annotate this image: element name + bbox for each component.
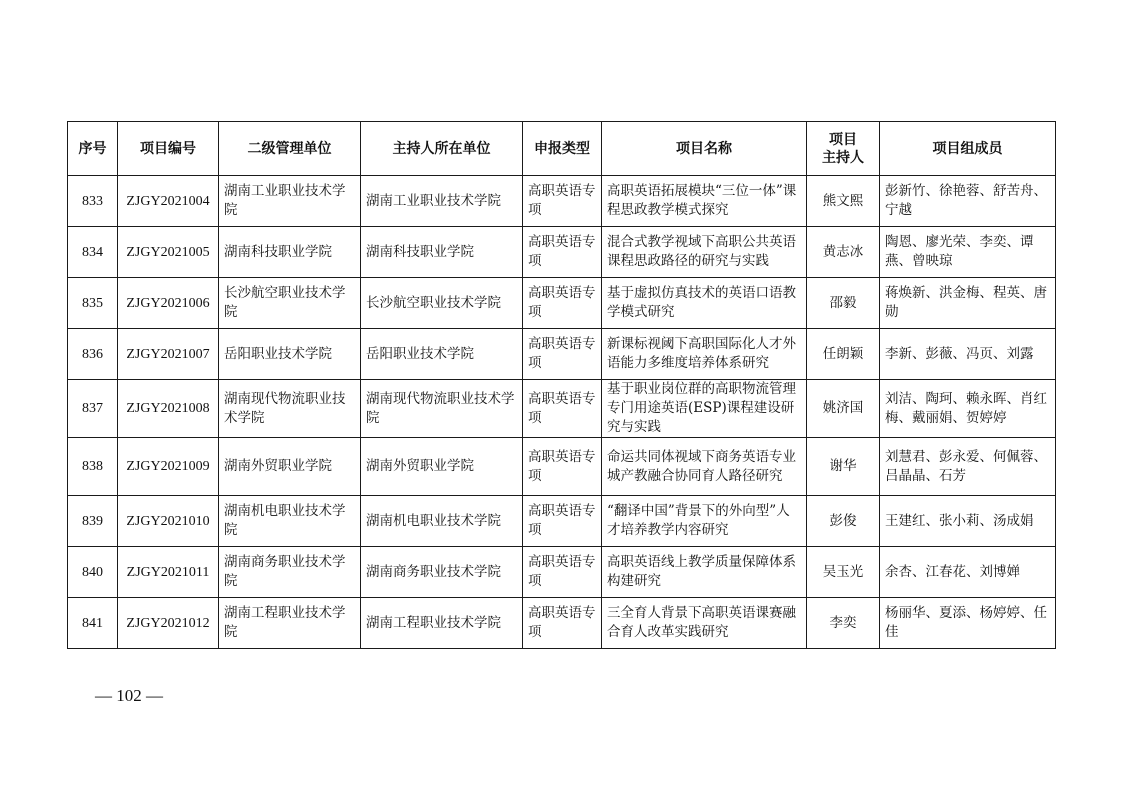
cell-admin-unit: 湖南科技职业学院 (219, 227, 361, 278)
header-host-unit: 主持人所在单位 (361, 122, 523, 176)
cell-host-unit: 湖南外贸职业学院 (361, 438, 523, 496)
header-host-line2: 主持人 (822, 149, 864, 166)
cell-host: 姚济国 (807, 380, 880, 438)
cell-name: 基于职业岗位群的高职物流管理专门用途英语(ESP)课程建设研究与实践 (602, 380, 807, 438)
cell-seq: 841 (68, 598, 118, 649)
table-header-row (68, 122, 1056, 176)
cell-code: ZJGY2021005 (118, 227, 219, 278)
cell-code: ZJGY2021011 (118, 547, 219, 598)
header-host-line1: 项目 (829, 131, 857, 148)
cell-host-unit: 湖南工业职业技术学院 (361, 176, 523, 227)
cell-host: 彭俊 (807, 496, 880, 547)
cell-admin-unit: 湖南现代物流职业技术学院 (219, 380, 361, 438)
cell-code: ZJGY2021008 (118, 380, 219, 438)
cell-code: ZJGY2021004 (118, 176, 219, 227)
cell-host-unit: 湖南商务职业技术学院 (361, 547, 523, 598)
cell-members: 陶恩、廖光荣、李奕、谭燕、曾映琼 (880, 227, 1056, 278)
cell-name: “翻译中国”背景下的外向型”人才培养教学内容研究 (602, 496, 807, 547)
table-row (68, 176, 1056, 227)
cell-name: 新课标视阈下高职国际化人才外语能力多维度培养体系研究 (602, 329, 807, 380)
cell-host-unit: 湖南科技职业学院 (361, 227, 523, 278)
cell-name: 基于虚拟仿真技术的英语口语教学模式研究 (602, 278, 807, 329)
cell-type: 高职英语专项 (523, 176, 602, 227)
cell-seq: 840 (68, 547, 118, 598)
table-row (68, 598, 1056, 649)
cell-type: 高职英语专项 (523, 438, 602, 496)
cell-type: 高职英语专项 (523, 329, 602, 380)
cell-code: ZJGY2021010 (118, 496, 219, 547)
cell-members: 刘慧君、彭永爱、何佩蓉、吕晶晶、石芳 (880, 438, 1056, 496)
cell-admin-unit: 长沙航空职业技术学院 (219, 278, 361, 329)
cell-members: 彭新竹、徐艳蓉、舒苦舟、宁越 (880, 176, 1056, 227)
cell-members: 余杏、江春花、刘博婵 (880, 547, 1056, 598)
cell-type: 高职英语专项 (523, 496, 602, 547)
table-row (68, 547, 1056, 598)
table-row (68, 438, 1056, 496)
project-table (67, 121, 1056, 649)
cell-host-unit: 湖南现代物流职业技术学院 (361, 380, 523, 438)
cell-code: ZJGY2021007 (118, 329, 219, 380)
cell-seq: 834 (68, 227, 118, 278)
header-code: 项目编号 (118, 122, 219, 176)
cell-name: 混合式教学视域下高职公共英语课程思政路径的研究与实践 (602, 227, 807, 278)
cell-host-unit: 湖南工程职业技术学院 (361, 598, 523, 649)
header-seq: 序号 (68, 122, 118, 176)
cell-members: 杨丽华、夏添、杨婷婷、任佳 (880, 598, 1056, 649)
table-row (68, 278, 1056, 329)
cell-code: ZJGY2021009 (118, 438, 219, 496)
cell-seq: 839 (68, 496, 118, 547)
cell-members: 蒋焕新、洪金梅、程英、唐勋 (880, 278, 1056, 329)
cell-host: 熊文熙 (807, 176, 880, 227)
cell-admin-unit: 湖南机电职业技术学院 (219, 496, 361, 547)
table-row (68, 496, 1056, 547)
cell-host: 黄志冰 (807, 227, 880, 278)
cell-type: 高职英语专项 (523, 278, 602, 329)
cell-type: 高职英语专项 (523, 227, 602, 278)
cell-seq: 833 (68, 176, 118, 227)
cell-seq: 835 (68, 278, 118, 329)
cell-admin-unit: 湖南工业职业技术学院 (219, 176, 361, 227)
header-host (807, 122, 880, 176)
cell-members: 王建红、张小莉、汤成娟 (880, 496, 1056, 547)
cell-host-unit: 长沙航空职业技术学院 (361, 278, 523, 329)
page-number: — 102 — (95, 686, 163, 705)
table-row (68, 227, 1056, 278)
cell-admin-unit: 湖南外贸职业学院 (219, 438, 361, 496)
cell-type: 高职英语专项 (523, 598, 602, 649)
header-members: 项目组成员 (880, 122, 1056, 176)
cell-host-unit: 岳阳职业技术学院 (361, 329, 523, 380)
cell-host: 吴玉光 (807, 547, 880, 598)
cell-host-unit: 湖南机电职业技术学院 (361, 496, 523, 547)
cell-host: 李奕 (807, 598, 880, 649)
cell-name: 命运共同体视域下商务英语专业城产教融合协同育人路径研究 (602, 438, 807, 496)
cell-admin-unit: 岳阳职业技术学院 (219, 329, 361, 380)
cell-name: 高职英语线上教学质量保障体系构建研究 (602, 547, 807, 598)
cell-admin-unit: 湖南工程职业技术学院 (219, 598, 361, 649)
cell-members: 刘洁、陶珂、赖永晖、肖红梅、戴丽娟、贺婷婷 (880, 380, 1056, 438)
cell-type: 高职英语专项 (523, 380, 602, 438)
cell-seq: 837 (68, 380, 118, 438)
cell-name: 高职英语拓展模块“三位一体”课程思政教学模式探究 (602, 176, 807, 227)
cell-seq: 836 (68, 329, 118, 380)
header-type: 申报类型 (523, 122, 602, 176)
table-row (68, 380, 1056, 438)
cell-seq: 838 (68, 438, 118, 496)
cell-host: 任朗颖 (807, 329, 880, 380)
header-name: 项目名称 (602, 122, 807, 176)
cell-code: ZJGY2021006 (118, 278, 219, 329)
cell-members: 李新、彭薇、冯页、刘露 (880, 329, 1056, 380)
header-admin-unit: 二级管理单位 (219, 122, 361, 176)
cell-host: 谢华 (807, 438, 880, 496)
cell-host: 邵毅 (807, 278, 880, 329)
cell-code: ZJGY2021012 (118, 598, 219, 649)
table-row (68, 329, 1056, 380)
cell-admin-unit: 湖南商务职业技术学院 (219, 547, 361, 598)
cell-type: 高职英语专项 (523, 547, 602, 598)
cell-name: 三全育人背景下高职英语课赛融合育人改革实践研究 (602, 598, 807, 649)
